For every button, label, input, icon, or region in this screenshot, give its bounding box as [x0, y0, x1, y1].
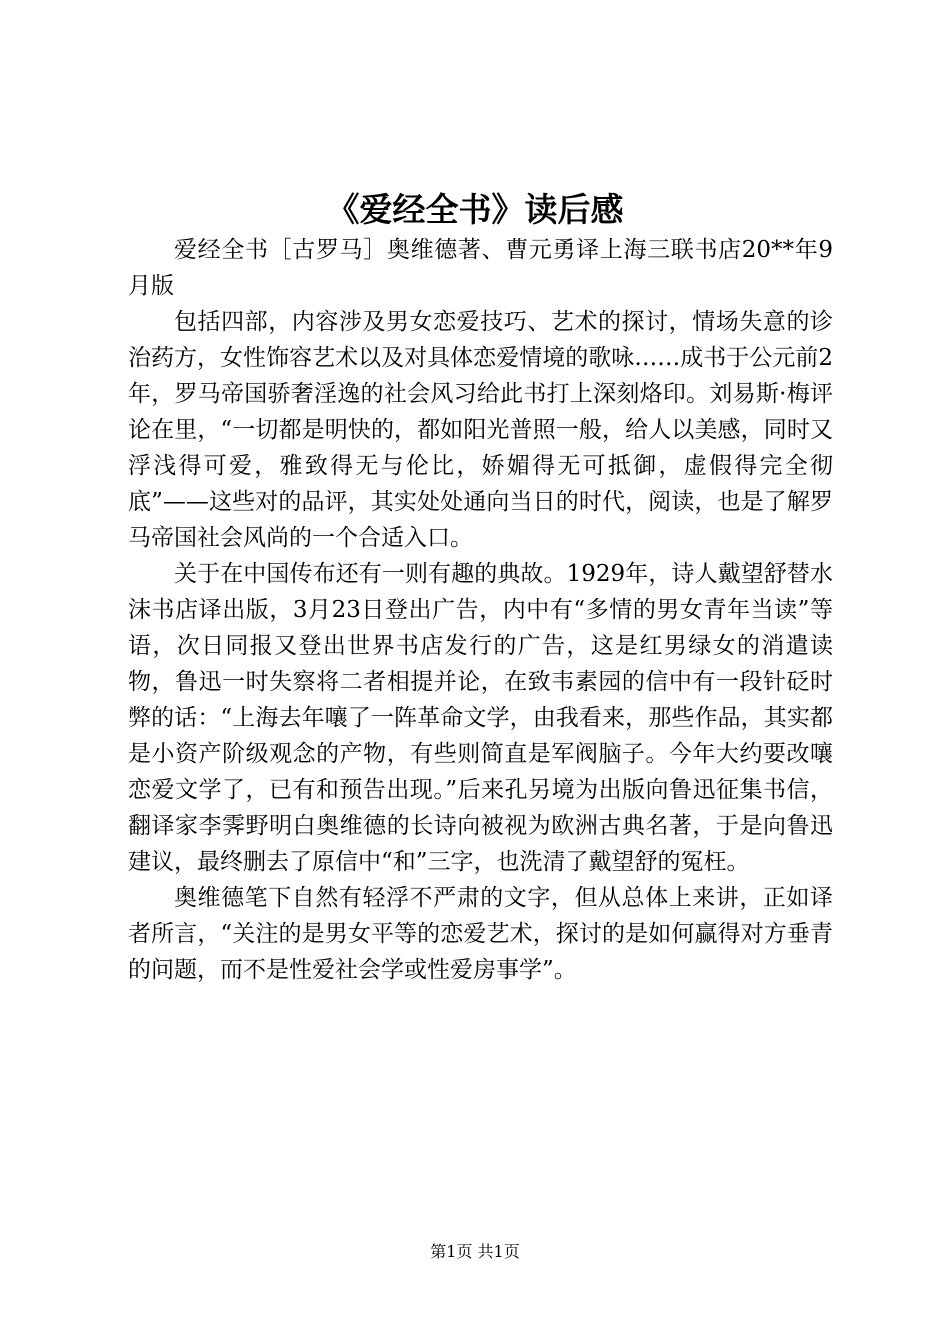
paragraph-book-info: 爱经全书［古罗马］奥维德著、曹元勇译上海三联书店20**年9月版	[128, 237, 833, 299]
paragraph-conclusion: 奥维德笔下自然有轻浮不严肃的文字，但从总体上来讲，正如译者所言，“关注的是男女平等的恋爱艺术，探讨的是如何赢得对方垂青的问题，而不是性爱社会学或性爱房事学”。	[128, 885, 833, 983]
document-body	[128, 232, 833, 988]
paragraph-anecdote: 关于在中国传布还有一则有趣的典故。1929年，诗人戴望舒替水沫书店译出版，3月23日登出广告，内中有“多情的男女青年当读”等语，次日同报又登出世界书店发行的广告，这是红男绿女的消遣读物，鲁迅一时失察将二者相提并论，在致韦素园的信中有一段针砭时弊的话：“上海去年嚷了一阵革命文学，由我看来，那些作品，其实都是小资产阶级观念的产物，有些则简直是军阀脑子。今年大约要改嚷恋爱文学了，已有和预告出现。”后来孔另境为出版向鲁迅征集书信，翻译家李霁野明白奥维德的长诗向被视为欧洲古典名著，于是向鲁迅建议，最终删去了原信中“和”三字，也洗清了戴望舒的冤枉。	[128, 561, 833, 875]
page-footer: 第1页 共1页	[430, 1242, 520, 1261]
document-title: 《爱经全书》读后感	[326, 190, 624, 229]
paragraph-summary: 包括四部，内容涉及男女恋爱技巧、艺术的探讨，情场失意的诊治药方，女性饰容艺术以及对具体恋爱情境的歌咏……成书于公元前2年，罗马帝国骄奢淫逸的社会风习给此书打上深刻烙印。刘易斯·梅评论在里，“一切都是明快的，都如阳光普照一般，给人以美感，同时又浮浅得可爱，雅致得无与伦比，娇媚得无可抵御，虚假得完全彻底”——这些对的品评，其实处处通向当日的时代，阅读，也是了解罗马帝国社会风尚的一个合适入口。	[128, 309, 833, 551]
